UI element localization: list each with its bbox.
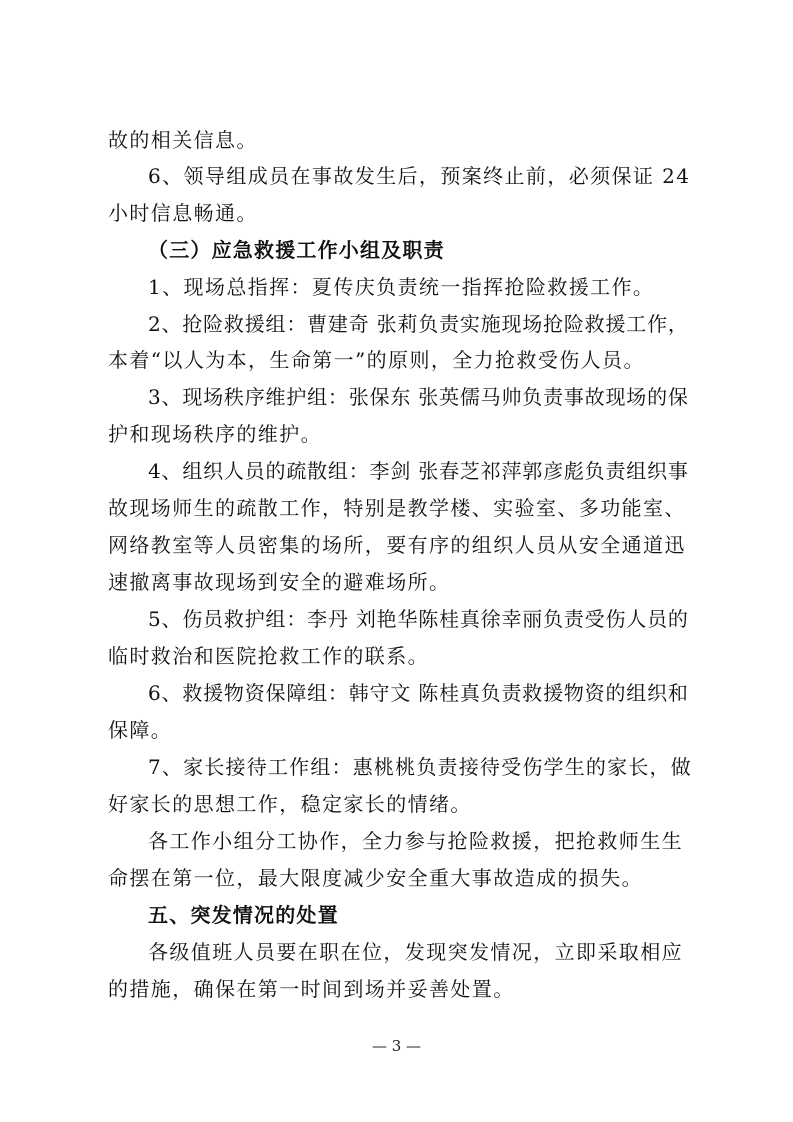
- page-number: — 3 —: [371, 1037, 422, 1055]
- paragraph-line: 故的相关信息。: [108, 128, 258, 152]
- paragraph-line: 4、组织人员的疏散组：李剑 张春芝祁萍郭彦彪负责组织事: [148, 459, 689, 483]
- paragraph-line: 小时信息畅通。: [108, 201, 258, 225]
- paragraph-line: 各工作小组分工协作，全力参与抢险救援，把抢救师生生: [148, 829, 683, 853]
- section-heading: （三）应急救援工作小组及职责: [148, 238, 445, 262]
- paragraph-line: 6、领导组成员在事故发生后，预案终止前，必须保证 24: [148, 164, 691, 188]
- paragraph-line: 网络教室等人员密集的场所，要有序的组织人员从安全通道迅: [108, 533, 686, 557]
- paragraph-line: 的措施，确保在第一时间到场并妥善处置。: [108, 977, 515, 1001]
- paragraph-line: 临时救治和医院抢救工作的联系。: [108, 644, 429, 668]
- paragraph-line: 本着“以人为本，生命第一”的原则，全力抢救受伤人员。: [108, 348, 645, 372]
- paragraph-line: 7、家长接待工作组：惠桃桃负责接待受伤学生的家长，做: [148, 755, 692, 779]
- paragraph-line: 故现场师生的疏散工作，特别是教学楼、实验室、多功能室、: [108, 496, 686, 520]
- paragraph-line: 1、现场总指挥：夏传庆负责统一指挥抢险救援工作。: [148, 275, 655, 299]
- paragraph-line: 速撤离事故现场到安全的避难场所。: [108, 570, 451, 594]
- paragraph-line: 好家长的思想工作，稳定家长的情绪。: [108, 792, 472, 816]
- paragraph-line: 5、伤员救护组：李丹 刘艳华陈桂真徐幸丽负责受伤人员的: [148, 607, 689, 631]
- paragraph-line: 命摆在第一位，最大限度减少安全重大事故造成的损失。: [108, 866, 643, 890]
- paragraph-line: 6、救援物资保障组：韩守文 陈桂真负责救援物资的组织和: [148, 681, 689, 705]
- section-heading: 五、突发情况的处置: [148, 903, 339, 927]
- paragraph-line: 保障。: [108, 718, 173, 742]
- paragraph-line: 护和现场秩序的维护。: [108, 422, 322, 446]
- paragraph-line: 3、现场秩序维护组：张保东 张英儒马帅负责事故现场的保: [148, 385, 689, 409]
- paragraph-line: 各级值班人员要在职在位，发现突发情况，立即采取相应: [148, 940, 683, 964]
- paragraph-line: 2、抢险救援组：曹建奇 张莉负责实施现场抢险救援工作，: [148, 312, 689, 336]
